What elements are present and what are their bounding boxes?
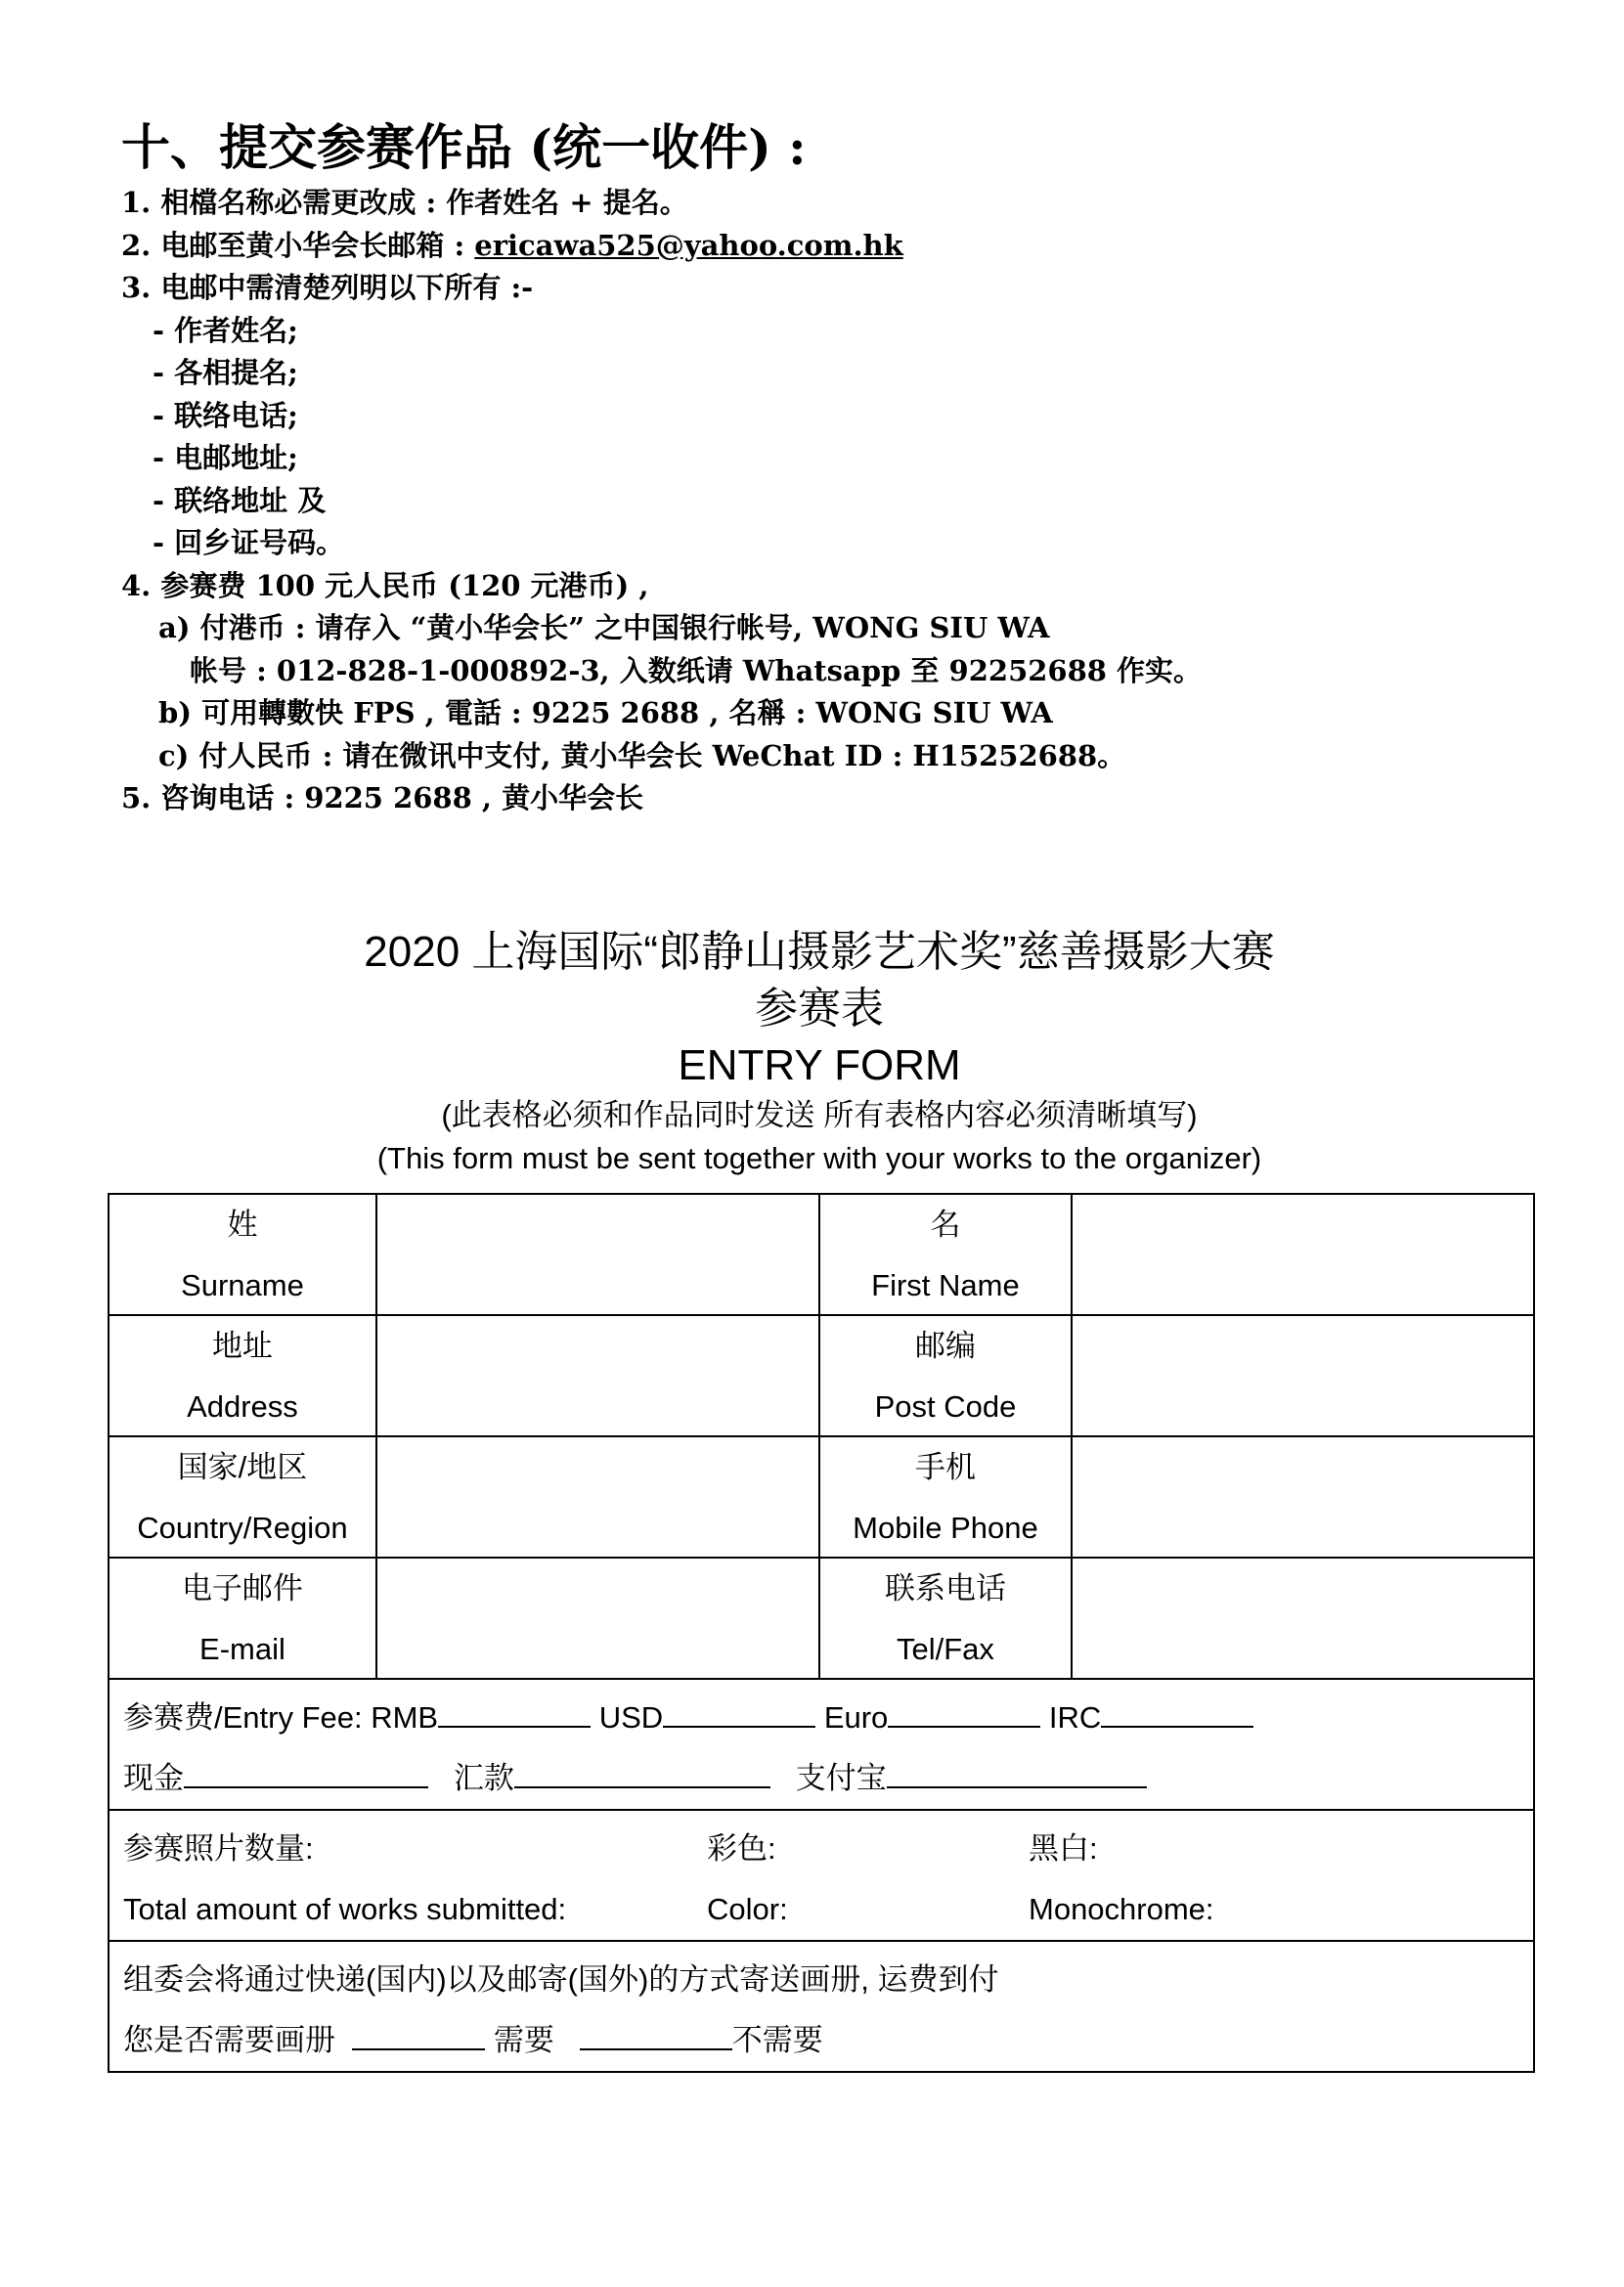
fee-line: [123, 1688, 1519, 1748]
tel-fax-field[interactable]: [1072, 1558, 1534, 1679]
payment-line: [123, 1748, 1519, 1809]
works-line-en: [123, 1879, 1519, 1940]
fee-irc-blank[interactable]: [1101, 1700, 1253, 1728]
surname-label: 姓 Surname: [109, 1194, 376, 1315]
fee-usd-blank[interactable]: [663, 1700, 815, 1728]
item-4-a-account: 帐号 : 012-828-1-000892-3, 入数纸请 Whatsapp 至 92252688 作实。: [190, 653, 1203, 687]
item-4: 4. 参赛费 100 元人民币 (120 元港币) ,: [121, 568, 649, 602]
mobile-phone-label: 手机 Mobile Phone: [819, 1436, 1072, 1558]
form-note-en: (This form must be sent together with your works to the organizer): [376, 1141, 1262, 1175]
tel-fax-label: 联系电话 Tel/Fax: [819, 1558, 1072, 1679]
form-title: 2020 上海国际“郎静山摄影艺术奖”慈善摄影大赛: [364, 928, 1275, 976]
fee-rmb-label: 参赛费/Entry Fee: RMB: [123, 1700, 439, 1735]
form-note-cn: (此表格必须和作品同时发送 所有表格内容必须清晰填写): [441, 1098, 1198, 1132]
fee-usd-label: USD: [598, 1700, 664, 1735]
works-line-cn: [123, 1819, 1519, 1879]
works-color-label-en: Color:: [707, 1892, 788, 1926]
form-row-name: [109, 1194, 1534, 1315]
item-3-list-entry: - 电邮地址;: [153, 441, 298, 474]
country-label: 国家/地区 Country/Region: [109, 1436, 376, 1558]
item-3-list-entry: - 联络地址 及: [153, 483, 327, 517]
form-subtitle-cn: 参赛表: [755, 985, 884, 1033]
album-cell: [109, 1941, 1534, 2072]
album-info: 组委会将通过快递(国内)以及邮寄(国外)的方式寄送画册, 运费到付: [123, 1962, 999, 1997]
submission-section: [121, 117, 1529, 820]
post-code-field[interactable]: [1072, 1315, 1534, 1436]
item-3-list-entry: - 各相提名;: [153, 356, 298, 389]
item-2-prefix: 2. 电邮至黄小华会长邮箱 :: [121, 228, 475, 262]
works-count-label-en: Total amount of works submitted:: [123, 1892, 567, 1926]
form-subtitle-en: ENTRY FORM: [678, 1041, 961, 1089]
form-row-address: [109, 1315, 1534, 1436]
form-row-country: [109, 1436, 1534, 1558]
album-no-need-blank[interactable]: [580, 2023, 732, 2050]
address-label: 地址 Address: [109, 1315, 376, 1436]
item-4-b: b) 可用轉數快 FPS , 電話 : 9225 2688 , 名稱 : WONG SIU WA: [158, 696, 1053, 729]
item-1: 1. 相檔名称必需更改成 : 作者姓名 + 提名。: [121, 186, 688, 219]
works-color-label-cn: 彩色:: [707, 1831, 776, 1866]
entry-form-table: [108, 1193, 1535, 2073]
post-code-label: 邮编 Post Code: [819, 1315, 1072, 1436]
first-name-field[interactable]: [1072, 1194, 1534, 1315]
item-5: 5. 咨询电话 : 9225 2688 , 黄小华会长: [121, 781, 644, 814]
item-3-list-entry: - 联络电话;: [153, 398, 298, 432]
payment-alipay-label: 支付宝: [795, 1761, 887, 1795]
form-row-email: [109, 1558, 1534, 1679]
country-field[interactable]: [376, 1436, 819, 1558]
email-label: 电子邮件 E-mail: [109, 1558, 376, 1679]
address-field[interactable]: [376, 1315, 819, 1436]
item-3: 3. 电邮中需清楚列明以下所有 :-: [121, 271, 534, 304]
fee-rmb-blank[interactable]: [438, 1700, 591, 1728]
email-link[interactable]: ericawa525@yahoo.com.hk: [474, 228, 903, 262]
album-need-label: 需要: [493, 2023, 554, 2057]
item-4-c: c) 付人民币 : 请在微讯中支付, 黄小华会长 WeChat ID : H15252688。: [158, 738, 1126, 772]
item-3-list-entry: - 作者姓名;: [153, 313, 298, 347]
album-question: 您是否需要画册: [123, 2023, 335, 2057]
payment-remit-label: 汇款: [453, 1761, 514, 1795]
works-mono-label-cn: 黑白:: [1029, 1831, 1098, 1866]
works-count-label-cn: 参赛照片数量:: [123, 1831, 314, 1866]
album-question-line: [123, 2010, 1519, 2071]
form-row-fee: [109, 1679, 1534, 1810]
item-2: [121, 225, 1529, 268]
form-row-album: [109, 1941, 1534, 2072]
item-4-a: a) 付港币 : 请存入 “黄小华会长” 之中国银行帐号, WONG SIU WA: [158, 611, 1050, 644]
mobile-phone-field[interactable]: [1072, 1436, 1534, 1558]
form-row-works: [109, 1810, 1534, 1941]
album-need-blank[interactable]: [352, 2023, 485, 2050]
album-no-need-label: 不需要: [731, 2023, 823, 2057]
payment-cash-blank[interactable]: [184, 1761, 428, 1788]
form-titles: [108, 924, 1531, 1180]
item-3-list-entry: - 回乡证号码。: [153, 526, 345, 559]
works-mono-label-en: Monochrome:: [1029, 1892, 1214, 1926]
payment-alipay-blank[interactable]: [887, 1761, 1147, 1788]
fee-cell: [109, 1679, 1534, 1810]
payment-cash-label: 现金: [123, 1761, 184, 1795]
surname-field[interactable]: [376, 1194, 819, 1315]
fee-irc-label: IRC: [1048, 1700, 1102, 1735]
fee-euro-blank[interactable]: [888, 1700, 1040, 1728]
email-field[interactable]: [376, 1558, 819, 1679]
works-cell: [109, 1810, 1534, 1941]
fee-euro-label: Euro: [823, 1700, 889, 1735]
first-name-label: 名 First Name: [819, 1194, 1072, 1315]
section-heading: 十、提交参赛作品 (统一收件) :: [121, 118, 807, 176]
payment-remit-blank[interactable]: [514, 1761, 770, 1788]
